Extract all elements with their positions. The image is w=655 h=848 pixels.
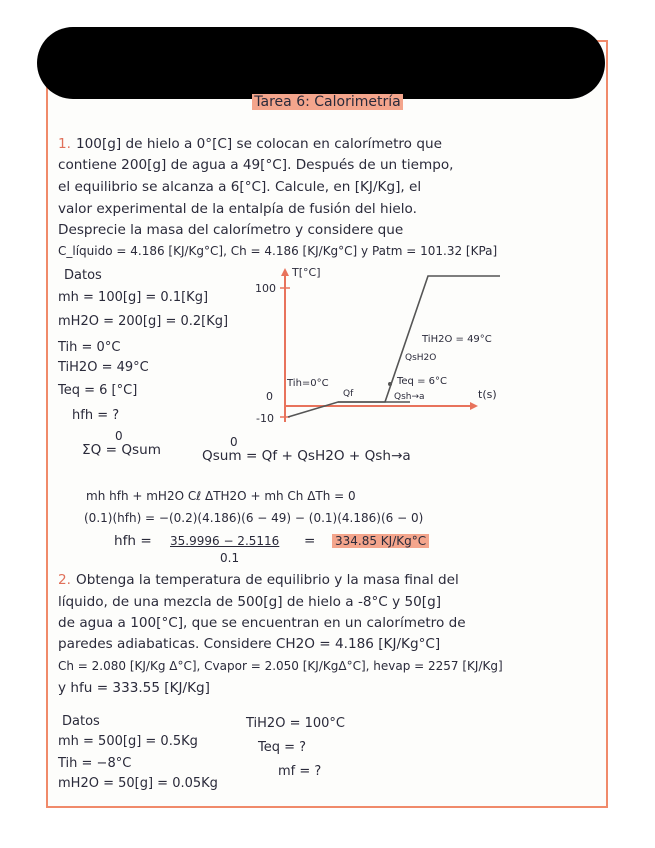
problem1-line-6: C_líquido = 4.186 [KJ/Kg°C], Ch = 4.186 [KJ/Kg°C] y Patm = 101.32 [KPa]: [58, 244, 498, 258]
eq5-numerator: 35.9996 − 2.5116: [170, 534, 280, 548]
equilibrium-point: [388, 382, 392, 386]
eq5-lhs: hfh =: [114, 533, 152, 549]
teq-label: Teq = 6°C: [397, 376, 447, 387]
tick-0-label: 0: [266, 390, 273, 403]
datos1-title: Datos: [64, 268, 102, 283]
problem2-line-3: de agua a 100[°C], que se encuentran en un calorímetro de: [58, 615, 466, 631]
problem2-line-4: paredes adiabaticas. Considere CH2O = 4.186 [KJ/Kg°C]: [58, 636, 441, 652]
datos1-item: hfh = ?: [72, 408, 120, 423]
eq1-zero: 0: [115, 429, 123, 443]
eq2: Qsum = Qf + QsH2O + Qsh→a: [202, 448, 411, 464]
problem1-line-5: Desprecie la masa del calorímetro y considere que: [58, 222, 404, 238]
x-axis-arrow: [470, 402, 478, 410]
datos1-item: mH2O = 200[g] = 0.2[Kg]: [58, 314, 229, 329]
x-axis-label: t(s): [478, 388, 497, 401]
problem1-number: 1.: [58, 136, 71, 152]
problem1-line-3: el equilibrio se alcanza a 6[°C]. Calcule, en [KJ/Kg], el: [58, 179, 422, 195]
qsh2o-label: QsH2O: [405, 353, 437, 363]
problem2-line-2: líquido, de una mezcla de 500[g] de hielo a -8°C y 50[g]: [58, 594, 442, 610]
eq5-result: [332, 531, 429, 551]
datos2-item: Tih = −8°C: [58, 756, 132, 771]
datos1-item: Teq = 6 [°C]: [58, 383, 138, 398]
eq5-denominator: 0.1: [220, 551, 240, 565]
page-title: [0, 94, 655, 110]
problem1-line-2: contiene 200[g] de agua a 49[°C]. Después de un tiempo,: [58, 157, 454, 173]
datos2-title: Datos: [62, 714, 100, 729]
problem1-line-1: 100[g] de hielo a 0°[C] se colocan en calorímetro que: [76, 136, 442, 152]
eq3: mh hfh + mH2O Cℓ ΔTH2O + mh Ch ΔTh = 0: [86, 489, 356, 503]
problem1-line-4: valor experimental de la entalpía de fusión del hielo.: [58, 201, 417, 217]
problem2-number: 2.: [58, 572, 71, 588]
temperature-time-graph: [250, 262, 510, 432]
eq4: (0.1)(hfh) = −(0.2)(4.186)(6 − 49) − (0.1)(4.186)(6 − 0): [84, 511, 424, 525]
datos1-item: TiH2O = 49°C: [58, 360, 149, 375]
problem2-line-6: y hfu = 333.55 [KJ/Kg]: [58, 680, 210, 696]
redaction-bar: [37, 27, 605, 99]
qsh-label: Qsh→a: [394, 392, 425, 402]
problem2-line-1: Obtenga la temperatura de equilibrio y la masa final del: [76, 572, 459, 588]
title-text: Tarea 6: Calorimetría: [254, 94, 401, 110]
tick-neg10-label: -10: [256, 412, 274, 425]
datos1-item: mh = 100[g] = 0.1[Kg]: [58, 290, 209, 305]
tih-label: Tih=0°C: [287, 378, 329, 389]
datos2-item: mh = 500[g] = 0.5Kg: [58, 734, 198, 749]
datos1-item: Tih = 0°C: [58, 340, 121, 355]
eq2-zero: 0: [230, 435, 238, 449]
qf-label: Qf: [343, 389, 354, 399]
y-axis-arrow: [281, 268, 289, 276]
eq5-equals: =: [304, 533, 316, 549]
eq1: ΣQ = Qsum: [82, 442, 161, 458]
tick-100-label: 100: [255, 282, 276, 295]
y-axis-label: T[°C]: [292, 266, 321, 279]
problem2-line-5: Ch = 2.080 [KJ/Kg Δ°C], Cvapor = 2.050 [KJ/KgΔ°C], hevap = 2257 [KJ/Kg]: [58, 659, 503, 673]
datos2-item: TiH2O = 100°C: [246, 716, 345, 731]
result-highlight: 334.85 KJ/Kg°C: [332, 534, 429, 548]
datos2-item: mf = ?: [278, 764, 322, 779]
datos2-item: Teq = ?: [258, 740, 307, 755]
datos2-item: mH2O = 50[g] = 0.05Kg: [58, 776, 218, 791]
tih2o-label: TiH2O = 49°C: [422, 334, 492, 345]
